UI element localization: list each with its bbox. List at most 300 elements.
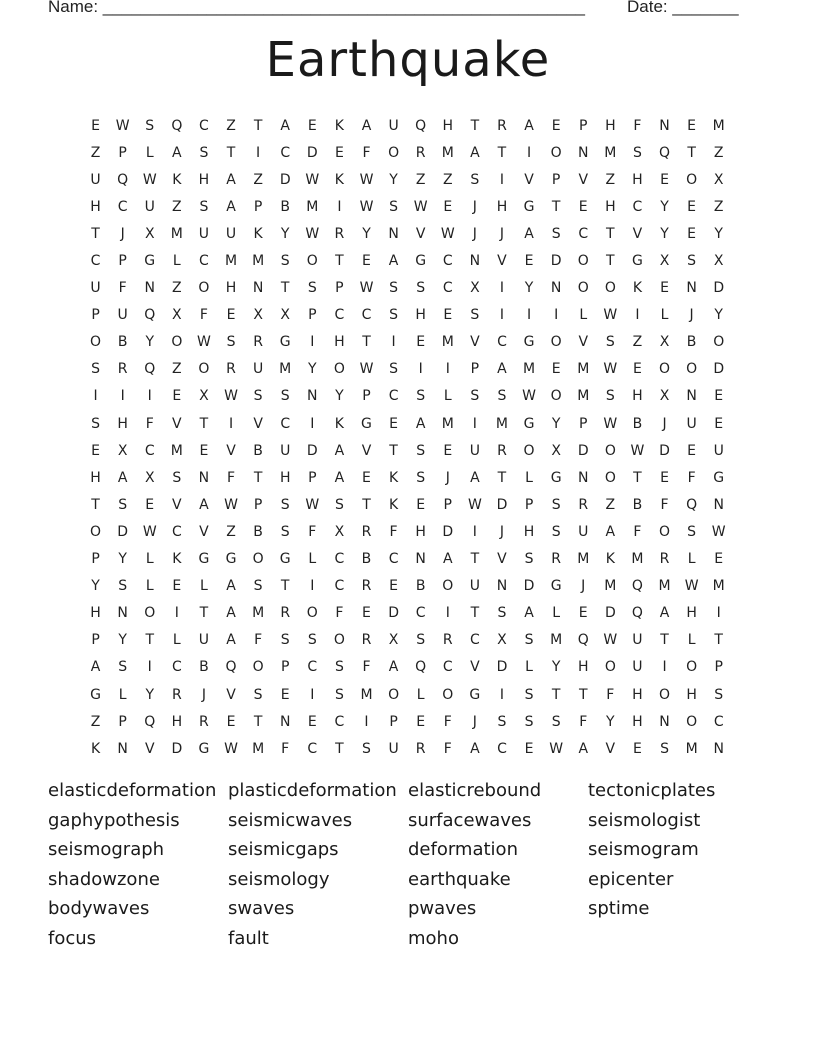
grid-letter: M <box>252 253 265 270</box>
grid-letter: Y <box>118 551 127 568</box>
grid-letter: I <box>310 686 315 703</box>
grid-letter: S <box>551 713 561 730</box>
grid-letter: S <box>389 198 399 215</box>
grid-letter: O <box>306 605 318 622</box>
grid-letter: U <box>144 198 155 215</box>
grid-letter: O <box>686 361 698 378</box>
grid-letter: O <box>659 686 671 703</box>
grid-letter: M <box>252 605 265 622</box>
grid-letter: G <box>361 415 372 432</box>
grid-letter: Z <box>632 334 643 351</box>
grid-letter: J <box>472 713 477 730</box>
grid-letter: I <box>174 605 179 622</box>
grid-letter: W <box>142 171 157 188</box>
grid-letter: Y <box>714 307 723 324</box>
grid-letter: P <box>714 659 723 676</box>
grid-letter: K <box>334 117 344 134</box>
grid-letter: W <box>305 496 320 513</box>
grid-letter: P <box>389 713 398 730</box>
grid-letter: K <box>388 469 399 486</box>
grid-letter: T <box>714 632 723 649</box>
grid-letter: Z <box>90 713 101 730</box>
grid-letter: O <box>171 334 183 351</box>
grid-letter: T <box>470 605 480 622</box>
grid-letter: F <box>687 469 696 486</box>
grid-letter: E <box>416 713 426 730</box>
grid-letter: L <box>172 253 181 270</box>
grid-letter: P <box>91 551 100 568</box>
grid-letter: D <box>496 496 508 513</box>
grid-letter: E <box>416 496 426 513</box>
grid-letter: W <box>305 171 320 188</box>
grid-letter: Z <box>172 198 182 215</box>
grid-letter: A <box>524 605 534 622</box>
grid-letter: E <box>443 307 453 324</box>
grid-letter: W <box>684 578 699 595</box>
grid-letter: W <box>711 523 726 540</box>
grid-letter: M <box>360 686 373 703</box>
grid-letter: K <box>334 415 344 432</box>
grid-letter: P <box>524 496 534 513</box>
grid-letter: H <box>632 686 643 703</box>
grid-letter: R <box>253 334 263 351</box>
grid-letter: T <box>335 740 344 757</box>
grid-letter: S <box>416 280 426 297</box>
grid-letter: G <box>279 551 291 568</box>
grid-letter: E <box>226 713 236 730</box>
grid-letter: C <box>415 605 426 622</box>
grid-letter: G <box>523 334 535 351</box>
grid-letter: H <box>334 334 345 351</box>
grid-letter: E <box>226 307 236 324</box>
grid-letter: R <box>578 496 589 513</box>
grid-letter: W <box>522 388 536 405</box>
grid-letter: M <box>712 117 725 134</box>
grid-letter: H <box>577 659 589 676</box>
grid-letter: W <box>224 388 238 405</box>
grid-letter: N <box>469 253 481 270</box>
grid-letter: L <box>660 307 669 324</box>
grid-letter: F <box>389 523 398 540</box>
grid-letter: Z <box>605 171 616 188</box>
grid-letter: K <box>632 280 643 297</box>
grid-letter: C <box>334 578 345 595</box>
grid-letter: I <box>147 388 152 405</box>
word-list-item: seismicwaves <box>228 809 353 831</box>
grid-letter: H <box>686 605 697 622</box>
grid-letter: V <box>578 334 589 351</box>
grid-letter: X <box>659 388 670 405</box>
grid-letter: X <box>334 523 345 540</box>
grid-letter: F <box>199 307 208 324</box>
grid-letter: D <box>117 523 129 540</box>
grid-letter: W <box>603 415 618 432</box>
grid-letter: S <box>253 578 263 595</box>
grid-letter: C <box>388 388 399 405</box>
grid-letter: M <box>441 415 454 432</box>
grid-letter: Z <box>172 280 182 297</box>
grid-letter: I <box>526 307 532 324</box>
grid-letter: M <box>604 578 617 595</box>
grid-letter: I <box>499 171 505 188</box>
grid-letter: T <box>199 415 209 432</box>
word-list-item: gaphypothesis <box>48 809 180 831</box>
grid-letter: S <box>280 253 290 270</box>
word-list-item: elasticdeformation <box>48 780 217 801</box>
grid-letter: S <box>118 578 128 595</box>
grid-letter: L <box>308 551 317 568</box>
grid-letter: S <box>416 442 426 459</box>
grid-letter: G <box>144 253 156 270</box>
grid-letter: L <box>200 578 208 595</box>
grid-letter: F <box>443 740 452 757</box>
grid-letter: S <box>389 280 399 297</box>
grid-letter: R <box>199 713 209 730</box>
grid-letter: J <box>120 225 125 242</box>
grid-letter: H <box>90 198 101 215</box>
grid-letter: W <box>440 225 455 242</box>
grid-letter: R <box>361 578 372 595</box>
grid-letter: W <box>359 198 374 215</box>
grid-letter: V <box>172 415 182 432</box>
grid-letter: S <box>416 469 426 486</box>
grid-letter: H <box>415 307 426 324</box>
grid-letter: R <box>334 225 345 242</box>
grid-letter: T <box>633 469 642 486</box>
grid-letter: M <box>279 361 292 378</box>
grid-letter: M <box>252 740 265 757</box>
grid-letter: I <box>472 415 477 432</box>
grid-letter: V <box>497 551 507 568</box>
grid-letter: I <box>391 334 396 351</box>
grid-letter: H <box>523 523 535 540</box>
grid-letter: Y <box>335 388 344 405</box>
grid-letter: D <box>306 144 318 161</box>
grid-letter: L <box>145 551 154 568</box>
grid-letter: W <box>224 496 238 513</box>
grid-letter: Z <box>226 523 236 540</box>
grid-letter: O <box>388 144 400 161</box>
grid-letter: O <box>604 442 616 459</box>
grid-letter: F <box>226 469 236 486</box>
grid-letter: M <box>550 632 563 649</box>
grid-letter: C <box>388 551 399 568</box>
grid-letter: V <box>497 253 507 270</box>
grid-letter: W <box>197 334 211 351</box>
grid-letter: H <box>415 523 426 540</box>
grid-letter: B <box>632 496 643 513</box>
grid-letter: U <box>198 632 210 649</box>
grid-letter: J <box>499 523 505 540</box>
grid-letter: S <box>470 307 480 324</box>
grid-letter: C <box>497 740 507 757</box>
grid-letter: S <box>280 632 290 649</box>
grid-letter: B <box>415 578 426 595</box>
name-field-label: Name: ___________________________________________________ <box>48 0 585 16</box>
grid-letter: F <box>254 632 263 649</box>
grid-letter: V <box>226 686 236 703</box>
grid-letter: U <box>90 280 101 297</box>
grid-letter: D <box>171 740 183 757</box>
grid-letter: S <box>118 659 128 676</box>
grid-letter: H <box>686 686 697 703</box>
grid-letter: O <box>604 469 616 486</box>
grid-letter: Y <box>118 632 127 649</box>
grid-letter: C <box>469 632 480 649</box>
grid-letter: A <box>659 605 670 622</box>
grid-letter: Y <box>551 659 561 676</box>
grid-letter: M <box>685 740 698 757</box>
grid-letter: C <box>171 659 182 676</box>
grid-letter: O <box>659 523 671 540</box>
grid-letter: S <box>416 632 426 649</box>
grid-letter: O <box>550 388 562 405</box>
grid-letter: M <box>631 551 644 568</box>
grid-letter: V <box>172 496 182 513</box>
grid-letter: L <box>416 686 425 703</box>
date-field-label: Date: _______ <box>627 0 739 16</box>
grid-letter: I <box>93 388 98 405</box>
grid-letter: C <box>90 253 101 270</box>
grid-letter: Y <box>524 280 534 297</box>
grid-letter: K <box>605 551 615 568</box>
grid-letter: G <box>279 334 291 351</box>
grid-letter: K <box>253 225 263 242</box>
grid-letter: J <box>472 225 477 242</box>
grid-letter: S <box>307 280 317 297</box>
grid-letter: O <box>306 253 318 270</box>
grid-letter: E <box>551 117 561 134</box>
grid-letter: E <box>362 253 371 270</box>
grid-letter: H <box>171 713 183 730</box>
grid-letter: R <box>415 144 426 161</box>
grid-letter: C <box>171 523 182 540</box>
grid-letter: A <box>226 578 236 595</box>
grid-letter: S <box>389 307 399 324</box>
grid-letter: T <box>253 117 263 134</box>
grid-letter: V <box>470 659 480 676</box>
grid-letter: U <box>90 171 101 188</box>
grid-letter: A <box>442 551 453 568</box>
grid-letter: T <box>470 551 480 568</box>
grid-letter: M <box>170 225 183 242</box>
grid-letter: R <box>497 442 507 459</box>
grid-letter: X <box>280 307 290 324</box>
grid-letter: S <box>551 496 561 513</box>
grid-letter: T <box>335 253 344 270</box>
grid-letter: P <box>579 415 588 432</box>
grid-letter: I <box>310 334 315 351</box>
grid-letter: Y <box>660 225 669 242</box>
grid-letter: F <box>145 415 154 432</box>
grid-letter: O <box>713 334 725 351</box>
grid-letter: A <box>524 117 534 134</box>
grid-letter: O <box>144 605 156 622</box>
word-list <box>48 780 768 958</box>
grid-letter: P <box>470 361 480 378</box>
grid-letter: S <box>389 361 399 378</box>
grid-letter: U <box>198 225 210 242</box>
grid-letter: K <box>388 496 399 513</box>
grid-letter: C <box>578 225 589 242</box>
grid-letter: E <box>443 198 453 215</box>
grid-letter: W <box>305 225 320 242</box>
grid-letter: U <box>388 740 399 757</box>
grid-letter: V <box>605 740 616 757</box>
grid-letter: H <box>225 280 237 297</box>
grid-letter: H <box>198 171 210 188</box>
grid-letter: O <box>686 713 698 730</box>
grid-letter: X <box>497 632 507 649</box>
grid-letter: N <box>659 713 670 730</box>
word-list-item: seismograph <box>48 839 165 861</box>
grid-letter: E <box>632 740 642 757</box>
grid-letter: M <box>712 578 725 595</box>
grid-letter: T <box>470 117 480 134</box>
grid-letter: I <box>147 659 152 676</box>
grid-letter: O <box>198 280 210 297</box>
grid-letter: R <box>551 551 561 568</box>
grid-letter: R <box>659 551 670 568</box>
grid-letter: U <box>117 307 128 324</box>
grid-letter: M <box>577 551 590 568</box>
grid-letter: D <box>550 253 562 270</box>
letter-grid <box>82 112 732 762</box>
grid-letter: P <box>335 280 344 297</box>
grid-letter: V <box>253 415 263 432</box>
grid-letter: U <box>632 659 643 676</box>
grid-letter: T <box>660 632 669 649</box>
grid-letter: C <box>280 144 291 161</box>
grid-letter: E <box>362 469 371 486</box>
grid-letter: B <box>253 523 263 540</box>
grid-letter: T <box>551 198 561 215</box>
grid-letter: N <box>117 740 128 757</box>
grid-letter: A <box>524 225 534 242</box>
grid-letter: S <box>687 523 697 540</box>
grid-letter: S <box>307 632 317 649</box>
grid-letter: D <box>496 659 508 676</box>
grid-letter: E <box>714 415 724 432</box>
grid-letter: P <box>118 713 127 730</box>
grid-letter: M <box>441 334 454 351</box>
grid-letter: Y <box>145 686 155 703</box>
grid-letter: E <box>687 225 697 242</box>
grid-letter: S <box>334 659 344 676</box>
grid-letter: U <box>225 225 237 242</box>
grid-letter: S <box>91 361 100 378</box>
grid-letter: T <box>91 225 100 242</box>
grid-letter: J <box>499 225 505 242</box>
grid-letter: S <box>714 686 724 703</box>
grid-letter: O <box>90 334 102 351</box>
grid-letter: N <box>686 280 697 297</box>
grid-letter: O <box>659 361 671 378</box>
grid-letter: K <box>90 740 101 757</box>
grid-letter: S <box>524 551 534 568</box>
grid-letter: N <box>496 578 508 595</box>
grid-letter: T <box>280 578 290 595</box>
grid-letter: W <box>467 496 482 513</box>
grid-letter: H <box>496 198 508 215</box>
grid-letter: I <box>310 415 315 432</box>
grid-letter: Z <box>605 496 616 513</box>
grid-letter: W <box>224 740 238 757</box>
grid-letter: C <box>334 713 345 730</box>
grid-letter: Q <box>225 659 237 676</box>
grid-letter: E <box>578 605 588 622</box>
grid-letter: T <box>199 605 209 622</box>
word-list-item: fault <box>228 927 269 949</box>
grid-letter: S <box>551 225 561 242</box>
grid-letter: Q <box>117 171 129 188</box>
grid-letter: O <box>523 442 535 459</box>
grid-letter: C <box>361 307 372 324</box>
grid-letter: S <box>118 496 128 513</box>
grid-letter: E <box>714 388 724 405</box>
grid-letter: H <box>442 117 454 134</box>
grid-letter: D <box>442 523 454 540</box>
grid-letter: Y <box>551 415 561 432</box>
grid-letter: A <box>280 117 290 134</box>
grid-letter: X <box>551 442 561 459</box>
grid-letter: E <box>416 334 426 351</box>
grid-letter: L <box>525 659 533 676</box>
grid-letter: A <box>226 632 236 649</box>
grid-letter: T <box>253 469 263 486</box>
grid-letter: Q <box>415 659 427 676</box>
grid-letter: E <box>660 171 669 188</box>
grid-letter: F <box>633 117 642 134</box>
grid-letter: H <box>605 117 616 134</box>
grid-letter: X <box>713 171 724 188</box>
grid-letter: M <box>495 415 508 432</box>
grid-letter: M <box>441 144 454 161</box>
grid-letter: H <box>632 388 643 405</box>
grid-letter: W <box>603 361 618 378</box>
grid-letter: T <box>226 144 236 161</box>
word-list-item: shadowzone <box>48 868 160 890</box>
grid-letter: R <box>117 361 128 378</box>
grid-letter: N <box>686 388 697 405</box>
word-list-item: plasticdeformation <box>228 780 397 801</box>
grid-letter: P <box>118 144 127 161</box>
grid-letter: T <box>551 686 561 703</box>
grid-letter: M <box>523 361 536 378</box>
grid-letter: X <box>172 307 182 324</box>
grid-letter: E <box>307 713 317 730</box>
grid-letter: L <box>443 388 452 405</box>
grid-letter: X <box>199 388 209 405</box>
grid-letter: N <box>117 605 128 622</box>
grid-letter: F <box>308 523 317 540</box>
grid-letter: G <box>713 469 725 486</box>
grid-letter: O <box>252 659 264 676</box>
word-list-item: seismogram <box>588 839 699 861</box>
grid-letter: V <box>632 225 643 242</box>
grid-letter: S <box>687 253 697 270</box>
grid-letter: C <box>713 713 724 730</box>
grid-letter: F <box>606 686 615 703</box>
grid-letter: A <box>578 740 589 757</box>
grid-letter: V <box>226 442 236 459</box>
grid-letter: M <box>306 198 319 215</box>
grid-letter: I <box>445 605 450 622</box>
grid-letter: T <box>253 713 263 730</box>
grid-letter: H <box>117 415 128 432</box>
word-list-item: earthquake <box>408 868 511 890</box>
grid-letter: S <box>551 523 561 540</box>
